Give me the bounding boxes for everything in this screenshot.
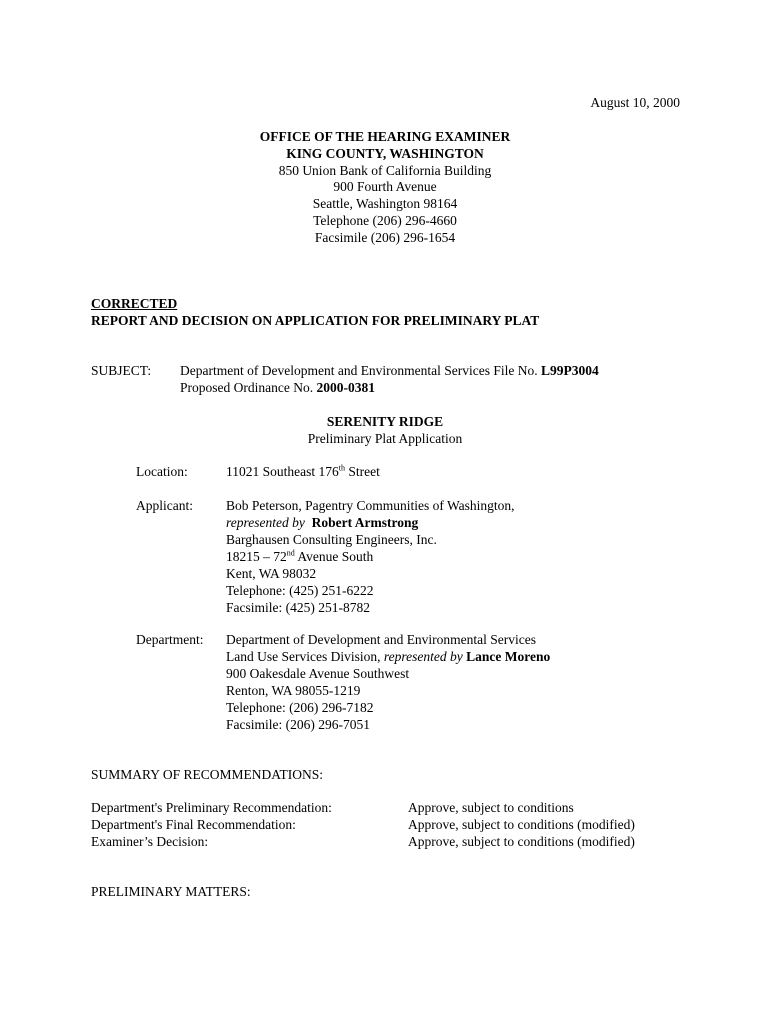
ordinance-prefix: Proposed Ordinance No.: [180, 380, 314, 395]
office-header: [0, 128, 770, 246]
recommendation-label: Examiner’s Decision:: [91, 834, 209, 849]
applicant-facsimile: Facsimile: (425) 251-8782: [226, 600, 370, 615]
location-value: 11021 Southeast 176th Street: [226, 463, 380, 479]
office-street: 900 Fourth Avenue: [333, 179, 437, 195]
recommendation-value: Approve, subject to conditions (modified): [408, 834, 635, 849]
department-details: [226, 631, 550, 733]
department-facsimile: Facsimile: (206) 296-7051: [226, 717, 370, 732]
department-telephone: Telephone: (206) 296-7182: [226, 700, 374, 715]
subject-label: SUBJECT:: [91, 363, 152, 378]
report-title: REPORT AND DECISION ON APPLICATION FOR PRELIMINARY PLAT: [91, 313, 540, 328]
county-name: KING COUNTY, WASHINGTON: [286, 145, 484, 161]
summary-heading: SUMMARY OF RECOMMENDATIONS:: [91, 767, 324, 782]
subject-details: [180, 362, 599, 396]
applicant-rep-line: represented by Robert Armstrong: [226, 515, 419, 530]
recommendation-label: Department's Preliminary Recommendation:: [91, 800, 332, 815]
applicant-company: Barghausen Consulting Engineers, Inc.: [226, 532, 437, 547]
recommendation-value: Approve, subject to conditions (modified): [408, 817, 635, 832]
recommendation-labels: [91, 799, 332, 850]
plat-type: Preliminary Plat Application: [307, 431, 463, 446]
department-label: Department:: [136, 632, 204, 647]
file-prefix: Department of Development and Environmental Services File No.: [180, 363, 538, 378]
department-name: Department of Development and Environmental Services: [226, 632, 537, 647]
applicant-telephone: Telephone: (425) 251-6222: [226, 583, 374, 598]
applicant-city: Kent, WA 98032: [226, 566, 317, 581]
applicant-rep-name: Robert Armstrong: [311, 515, 419, 530]
department-street: 900 Oakesdale Avenue Southwest: [226, 666, 410, 681]
ordinance-number: 2000-0381: [316, 380, 375, 395]
applicant-street: 18215 – 72nd Avenue South: [226, 548, 374, 564]
office-city: Seattle, Washington 98164: [312, 196, 458, 212]
plat-name: SERENITY RIDGE: [326, 414, 444, 429]
subject-file-line: [180, 362, 599, 379]
recommendation-values: [408, 799, 635, 850]
applicant-label: Applicant:: [136, 498, 193, 513]
office-facsimile: Facsimile (206) 296-1654: [314, 229, 456, 245]
applicant-name: Bob Peterson, Pagentry Communities of Washington,: [226, 498, 515, 513]
office-building: 850 Union Bank of California Building: [278, 162, 492, 178]
recommendation-value: Approve, subject to conditions: [408, 800, 574, 815]
subject-ordinance-line: [180, 379, 599, 396]
department-division-line: Land Use Services Division, represented by Lance Moreno: [226, 649, 551, 664]
preliminary-matters-heading: PRELIMINARY MATTERS:: [91, 884, 251, 899]
applicant-details: [226, 497, 515, 616]
office-name: OFFICE OF THE HEARING EXAMINER: [259, 129, 511, 144]
recommendation-label: Department's Final Recommendation:: [91, 817, 296, 832]
file-number: L99P3004: [541, 363, 599, 378]
office-telephone: Telephone (206) 296-4660: [313, 212, 457, 228]
report-date: August 10, 2000: [590, 95, 680, 110]
department-city: Renton, WA 98055-1219: [226, 683, 361, 698]
plat-heading: [0, 413, 770, 447]
department-rep-name: Lance Moreno: [466, 649, 551, 664]
corrected-label: CORRECTED: [91, 296, 178, 311]
location-label: Location:: [136, 464, 188, 479]
